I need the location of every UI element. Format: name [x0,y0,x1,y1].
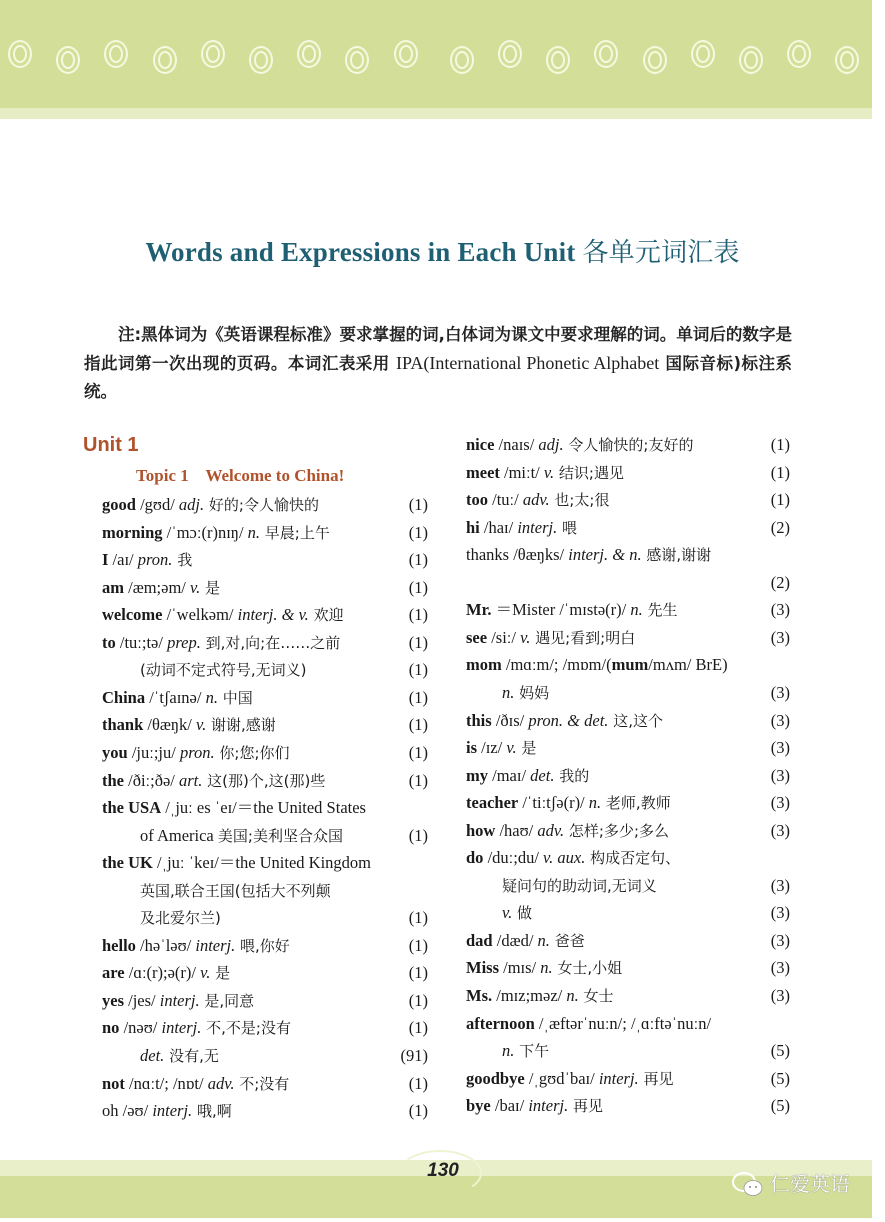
page-ref: (1) [408,577,428,597]
meaning: 谢谢,感谢 [206,716,276,735]
page-ref: (1) [408,1073,428,1093]
header-stripe [0,108,872,119]
headword: do [466,848,484,868]
part-of-speech: det. [530,765,555,785]
page-ref: (1) [408,495,428,514]
topic-heading: Topic 1 Welcome to China! [136,466,345,485]
meaning: 爸爸 [549,931,585,950]
page-ref: (3) [770,903,790,923]
vocab-entry [102,520,330,546]
part-of-speech: adv. [522,490,550,510]
headword: see [466,627,488,647]
note-ipa: IPA(International Phonetic Alphabet [396,353,660,373]
meaning: 我的 [554,766,590,785]
headword: good [102,495,136,514]
part-of-speech: interj. [598,1068,639,1088]
vocab-entry [466,790,671,816]
vocab-entry [466,928,585,954]
part-of-speech: pron. [137,550,173,570]
ring-icon [249,46,273,74]
ring-icon [153,46,177,74]
vocab-entry [140,878,331,904]
phonetic: /naɪs/ [494,435,539,454]
ring-icon [450,46,474,74]
phonetic: /baɪ/ [490,1096,529,1116]
part-of-speech: v. [543,462,555,482]
vocab-entry [466,1011,711,1037]
page-ref: (1) [408,963,428,983]
vocab-entry [102,602,344,628]
page-ref: (1) [408,935,428,955]
page-ref: (1) [408,687,428,707]
meaning: 你;您;你们 [214,743,290,762]
phonetic: /maɪ/ [488,765,531,785]
page-ref: (2) [770,517,790,537]
page-ref: (2) [770,572,790,592]
vocab-entry [466,1066,673,1092]
phonetic: /tuː/ [488,490,523,510]
part-of-speech: v. [506,738,517,758]
part-of-speech: v. [196,715,207,735]
part-of-speech: v. [520,627,531,647]
phonetic: /mɑːm/; /mɒm/( [501,655,612,675]
part-of-speech: interj. [528,1096,569,1116]
phonetic: /ɪz/ [477,738,507,758]
headword: Miss [466,958,499,978]
meaning: 女士 [578,987,614,1005]
page-ref: (3) [770,765,790,785]
page-ref: (1) [408,742,428,762]
vocab-entry [466,652,728,678]
meaning: 再见 [568,1097,603,1116]
meaning: 这,这个 [608,711,663,730]
part-of-speech: interj. & v. [237,605,309,625]
meaning: 是,同意 [199,991,255,1010]
meaning: 也;太;很 [549,491,610,510]
meaning: 遇见;看到;明白 [530,628,636,647]
part-of-speech: n. [502,682,515,702]
headword: yes [102,990,124,1010]
headword: is [466,738,478,758]
vocab-entry [140,1043,219,1069]
page-ref: (3) [770,875,790,895]
headword: hi [466,517,480,537]
phonetic: /ðiː;ðə/ [124,770,179,790]
meaning: 我 [172,551,193,570]
headword: how [466,820,496,840]
phonetic: /ɑː(r);ə(r)/ [124,963,201,983]
part-of-speech: n. [566,986,579,1005]
page-ref: (1) [408,550,428,570]
phonetic: /θæŋk/ [143,715,197,735]
meaning: 结识;遇见 [554,463,624,482]
phonetic: /ˌjuː ˈkeɪ/＝the United Kingdom [152,853,372,873]
vocab-entry [102,960,230,986]
vocab-entry [502,680,549,706]
vocab-entry [102,712,276,738]
page-ref: (1) [408,990,428,1010]
headword: Ms. [466,986,493,1005]
phonetic: /ˌgʊdˈbaɪ/ [524,1068,599,1088]
part-of-speech: pron. [179,742,215,762]
headword: teacher [466,793,519,813]
meaning: 怎样;多少;多么 [564,821,670,840]
phonetic: /tuː;tə/ [115,632,168,652]
vocab-entry [466,515,577,541]
meaning: 中国 [217,688,253,707]
ring-icon [787,40,811,68]
vocab-entry [102,547,192,573]
vocab-entry [502,873,657,899]
headword: mom [466,655,502,675]
unit-heading: Unit 1 [83,434,139,456]
meaning: 下午 [514,1042,550,1061]
headword: no [102,1018,120,1038]
phonetic: /ˈtʃaɪnə/ [145,687,206,707]
page-ref: (5) [770,1041,790,1061]
page-ref: (91) [400,1046,428,1065]
headword-alt: mum [611,655,649,675]
page-title [0,232,885,269]
headword: morning [102,522,163,542]
vocab-entry [466,818,669,844]
meaning: 疑问句的助动词,无词义 [502,876,657,895]
headword: this [466,710,492,730]
vocab-entry [466,735,536,761]
phonetic-alt: /mʌm/ BrE) [648,655,728,675]
headword: too [466,490,488,510]
headword: afternoon [466,1013,535,1033]
part-of-speech: n. [630,600,643,620]
part-of-speech: art. [179,770,203,790]
page-ref: (1) [770,490,790,510]
meaning: 英国,联合王国(包括大不列颠 [140,881,331,900]
ring-icon [739,46,763,74]
meaning: 再见 [638,1069,674,1088]
part-of-speech: v. aux. [543,848,586,868]
headword: my [466,765,488,785]
part-of-speech: adv. [207,1073,235,1093]
vocab-entry [102,988,254,1014]
vocab-entry [102,575,220,601]
headword: hello [102,935,136,955]
note-text-2: 国际音标)标注系统。 [84,354,792,401]
headword: to [102,632,116,652]
part-of-speech: det. [140,1046,165,1065]
meaning: 是 [200,578,221,597]
ring-icon [498,40,522,68]
ring-icon [643,46,667,74]
part-of-speech: pron. & det. [528,710,609,730]
page-ref: (1) [408,605,428,625]
phonetic: /ˌjuː es ˈeɪ/＝the United States [161,798,366,818]
ring-icon [201,40,225,68]
part-of-speech: v. [200,963,211,983]
meaning: 令人愉快的;友好的 [563,436,694,454]
vocab-entry [466,955,622,981]
phonetic: ＝Mister /ˈmɪstə(r)/ [491,600,631,620]
meaning: 这(那)个,这(那)些 [202,771,326,790]
wechat-icon [731,1171,765,1199]
phonetic: /ðɪs/ [491,710,529,730]
meaning: (动词不定式符号,无词义) [140,661,307,680]
part-of-speech: v. [190,577,201,597]
meaning: 欢迎 [308,606,344,625]
headword: nice [466,435,495,454]
page-ref: (5) [770,1068,790,1088]
meaning: 感谢,谢谢 [641,546,712,565]
page-ref: (1) [408,715,428,735]
meaning: 做 [512,904,533,923]
vocab-entry [102,1071,289,1097]
vocab-entry [466,625,635,651]
page-ref: (3) [770,793,790,813]
page-ref: (1) [770,462,790,482]
phonetic: /siː/ [487,627,521,647]
page-ref: (3) [770,958,790,978]
headword: you [102,742,128,762]
phonetic: /mɪz;məz/ [492,986,567,1005]
phonetic: thanks /θæŋks/ [466,545,569,565]
page-ref: (3) [770,930,790,950]
vocab-entry [140,657,306,683]
vocab-entry [102,740,290,766]
phonetic: /ˌæftərˈnuːn/; /ˌɑːftəˈnuːn/ [534,1013,712,1033]
page-ref: (3) [770,600,790,620]
phonetic: /mɪs/ [499,958,541,978]
headword: welcome [102,605,163,625]
page-ref: (5) [770,1096,790,1116]
part-of-speech: n. [205,687,218,707]
headword: the UK [102,853,153,873]
ring-icon [546,46,570,74]
headword: China [102,687,146,707]
phonetic: /miːt/ [499,462,544,482]
vocab-entry [466,432,693,458]
page-ref: (3) [770,986,790,1005]
phonetic: /duː;du/ [483,848,544,868]
vocab-entry [102,1015,291,1041]
headword: Mr. [466,600,492,620]
page-ref: (3) [770,627,790,647]
headword: are [102,963,125,983]
part-of-speech: interj. [152,1101,193,1121]
ring-icon [691,40,715,68]
meaning: 早晨;上午 [260,523,330,542]
vocab-entry [502,900,532,926]
meaning: 及北爱尔兰) [140,909,221,928]
vocab-entry [102,795,366,821]
phonetic: /jes/ [124,990,160,1010]
part-of-speech: interj. [159,990,200,1010]
meaning: 美国;美利坚合众国 [217,826,343,845]
vocab-entry [102,768,325,794]
page-ref: (1) [408,632,428,652]
vocab-entry [102,492,319,518]
page-ref: (1) [408,660,428,680]
headword: I [102,550,109,570]
meaning: 构成否定句、 [585,849,681,868]
part-of-speech: interj. [517,517,558,537]
meaning: 是 [516,739,537,758]
phonetic: /həˈləʊ/ [135,935,196,955]
meaning: 没有,无 [164,1047,219,1065]
meaning: 好的;令人愉快的 [204,496,319,514]
phonetic: /dæd/ [492,930,538,950]
vocab-entry [466,845,680,871]
phonetic: /haʊ/ [495,820,538,840]
phonetic: /æm;əm/ [124,577,190,597]
page-ref: (1) [408,825,428,845]
watermark-text: 仁爱英语 [770,1172,850,1196]
vocab-entry [466,460,624,486]
part-of-speech: adv. [537,820,565,840]
page-number: 130 [427,1160,459,1181]
vocab-entry [466,708,663,734]
meaning: 是 [210,964,231,983]
headword: bye [466,1096,491,1116]
headword: the [102,770,124,790]
vocab-entry [466,487,609,513]
ring-icon [394,40,418,68]
page-title-en: Words and Expressions in Each Unit [145,237,583,267]
headword: thank [102,715,144,735]
phonetic: /juː;ju/ [127,742,180,762]
vocab-entry [140,905,221,931]
phonetic: /nəʊ/ [119,1018,162,1038]
meaning: 不,不是;没有 [201,1019,291,1038]
part-of-speech: n. [540,958,553,978]
vocab-entry [502,1038,549,1064]
meaning: 哦,啊 [192,1102,232,1121]
page-ref: (3) [770,738,790,758]
ring-icon [8,40,32,68]
part-of-speech: interj. [161,1018,202,1038]
vocab-entry [466,763,589,789]
vocab-entry [102,685,253,711]
part-of-speech: n. [537,930,550,950]
phonetic: /aɪ/ [108,550,138,570]
phonetic: /ˈmɔː(r)nɪŋ/ [162,522,248,542]
vocab-entry [466,983,614,1009]
part-of-speech: adj. [538,435,564,454]
phonetic: /ˈtiːtʃə(r)/ [518,793,589,813]
headword: dad [466,930,493,950]
page-ref: (3) [770,710,790,730]
page-title-cn: 各单元词汇表 [582,238,740,268]
vocab-entry [466,597,678,623]
page-ref: (1) [408,522,428,542]
meaning: 老师,教师 [601,794,671,813]
page-ref: (1) [408,1018,428,1038]
vocab-entry [102,1098,232,1124]
page-ref: (1) [408,770,428,790]
vocab-entry [102,850,371,876]
headword: am [102,577,124,597]
headword: meet [466,462,500,482]
meaning: 不;没有 [234,1074,290,1093]
phonetic: /haɪ/ [479,517,518,537]
meaning: 到,对,向;在……之前 [200,633,341,652]
headword: goodbye [466,1068,525,1088]
page-ref: (3) [770,820,790,840]
meaning: 喂 [557,518,577,537]
page-ref: (1) [770,435,790,454]
headword: not [102,1073,125,1093]
note-text-1: 注:黑体词为《英语课程标准》要求掌握的词,白体词为课文中要求理解的词。单词后的数字是指此词第一次出现的页码。本词汇表采用 [84,325,792,373]
vocab-entry [140,823,343,849]
vocab-entry [102,630,340,656]
vocab-entry [466,1093,603,1119]
meaning: 妈妈 [514,683,550,702]
part-of-speech: interj. [195,935,236,955]
phonetic: /nɑːt/; /nɒt/ [124,1073,208,1093]
phonetic: /gʊd/ [135,495,179,514]
page-ref: (3) [770,682,790,702]
part-of-speech: n. [588,793,602,813]
note-paragraph [84,321,792,406]
phonetic: of America [140,825,218,845]
headword: the USA [102,798,162,818]
phonetic: /ˈwelkəm/ [162,605,238,625]
vocab-entry [466,542,711,568]
vocab-entry [102,933,290,959]
part-of-speech: v. [502,903,513,923]
part-of-speech: prep. [167,632,201,652]
meaning: 女士,小姐 [552,959,623,978]
page-ref: (1) [408,1101,428,1121]
phonetic: oh /əʊ/ [102,1101,153,1121]
part-of-speech: interj. & n. [568,545,642,565]
part-of-speech: n. [502,1041,515,1061]
meaning: 先生 [642,601,678,620]
part-of-speech: n. [247,522,261,542]
part-of-speech: adj. [178,495,205,514]
meaning: 喂,你好 [235,936,290,955]
page-ref: (1) [408,908,428,928]
